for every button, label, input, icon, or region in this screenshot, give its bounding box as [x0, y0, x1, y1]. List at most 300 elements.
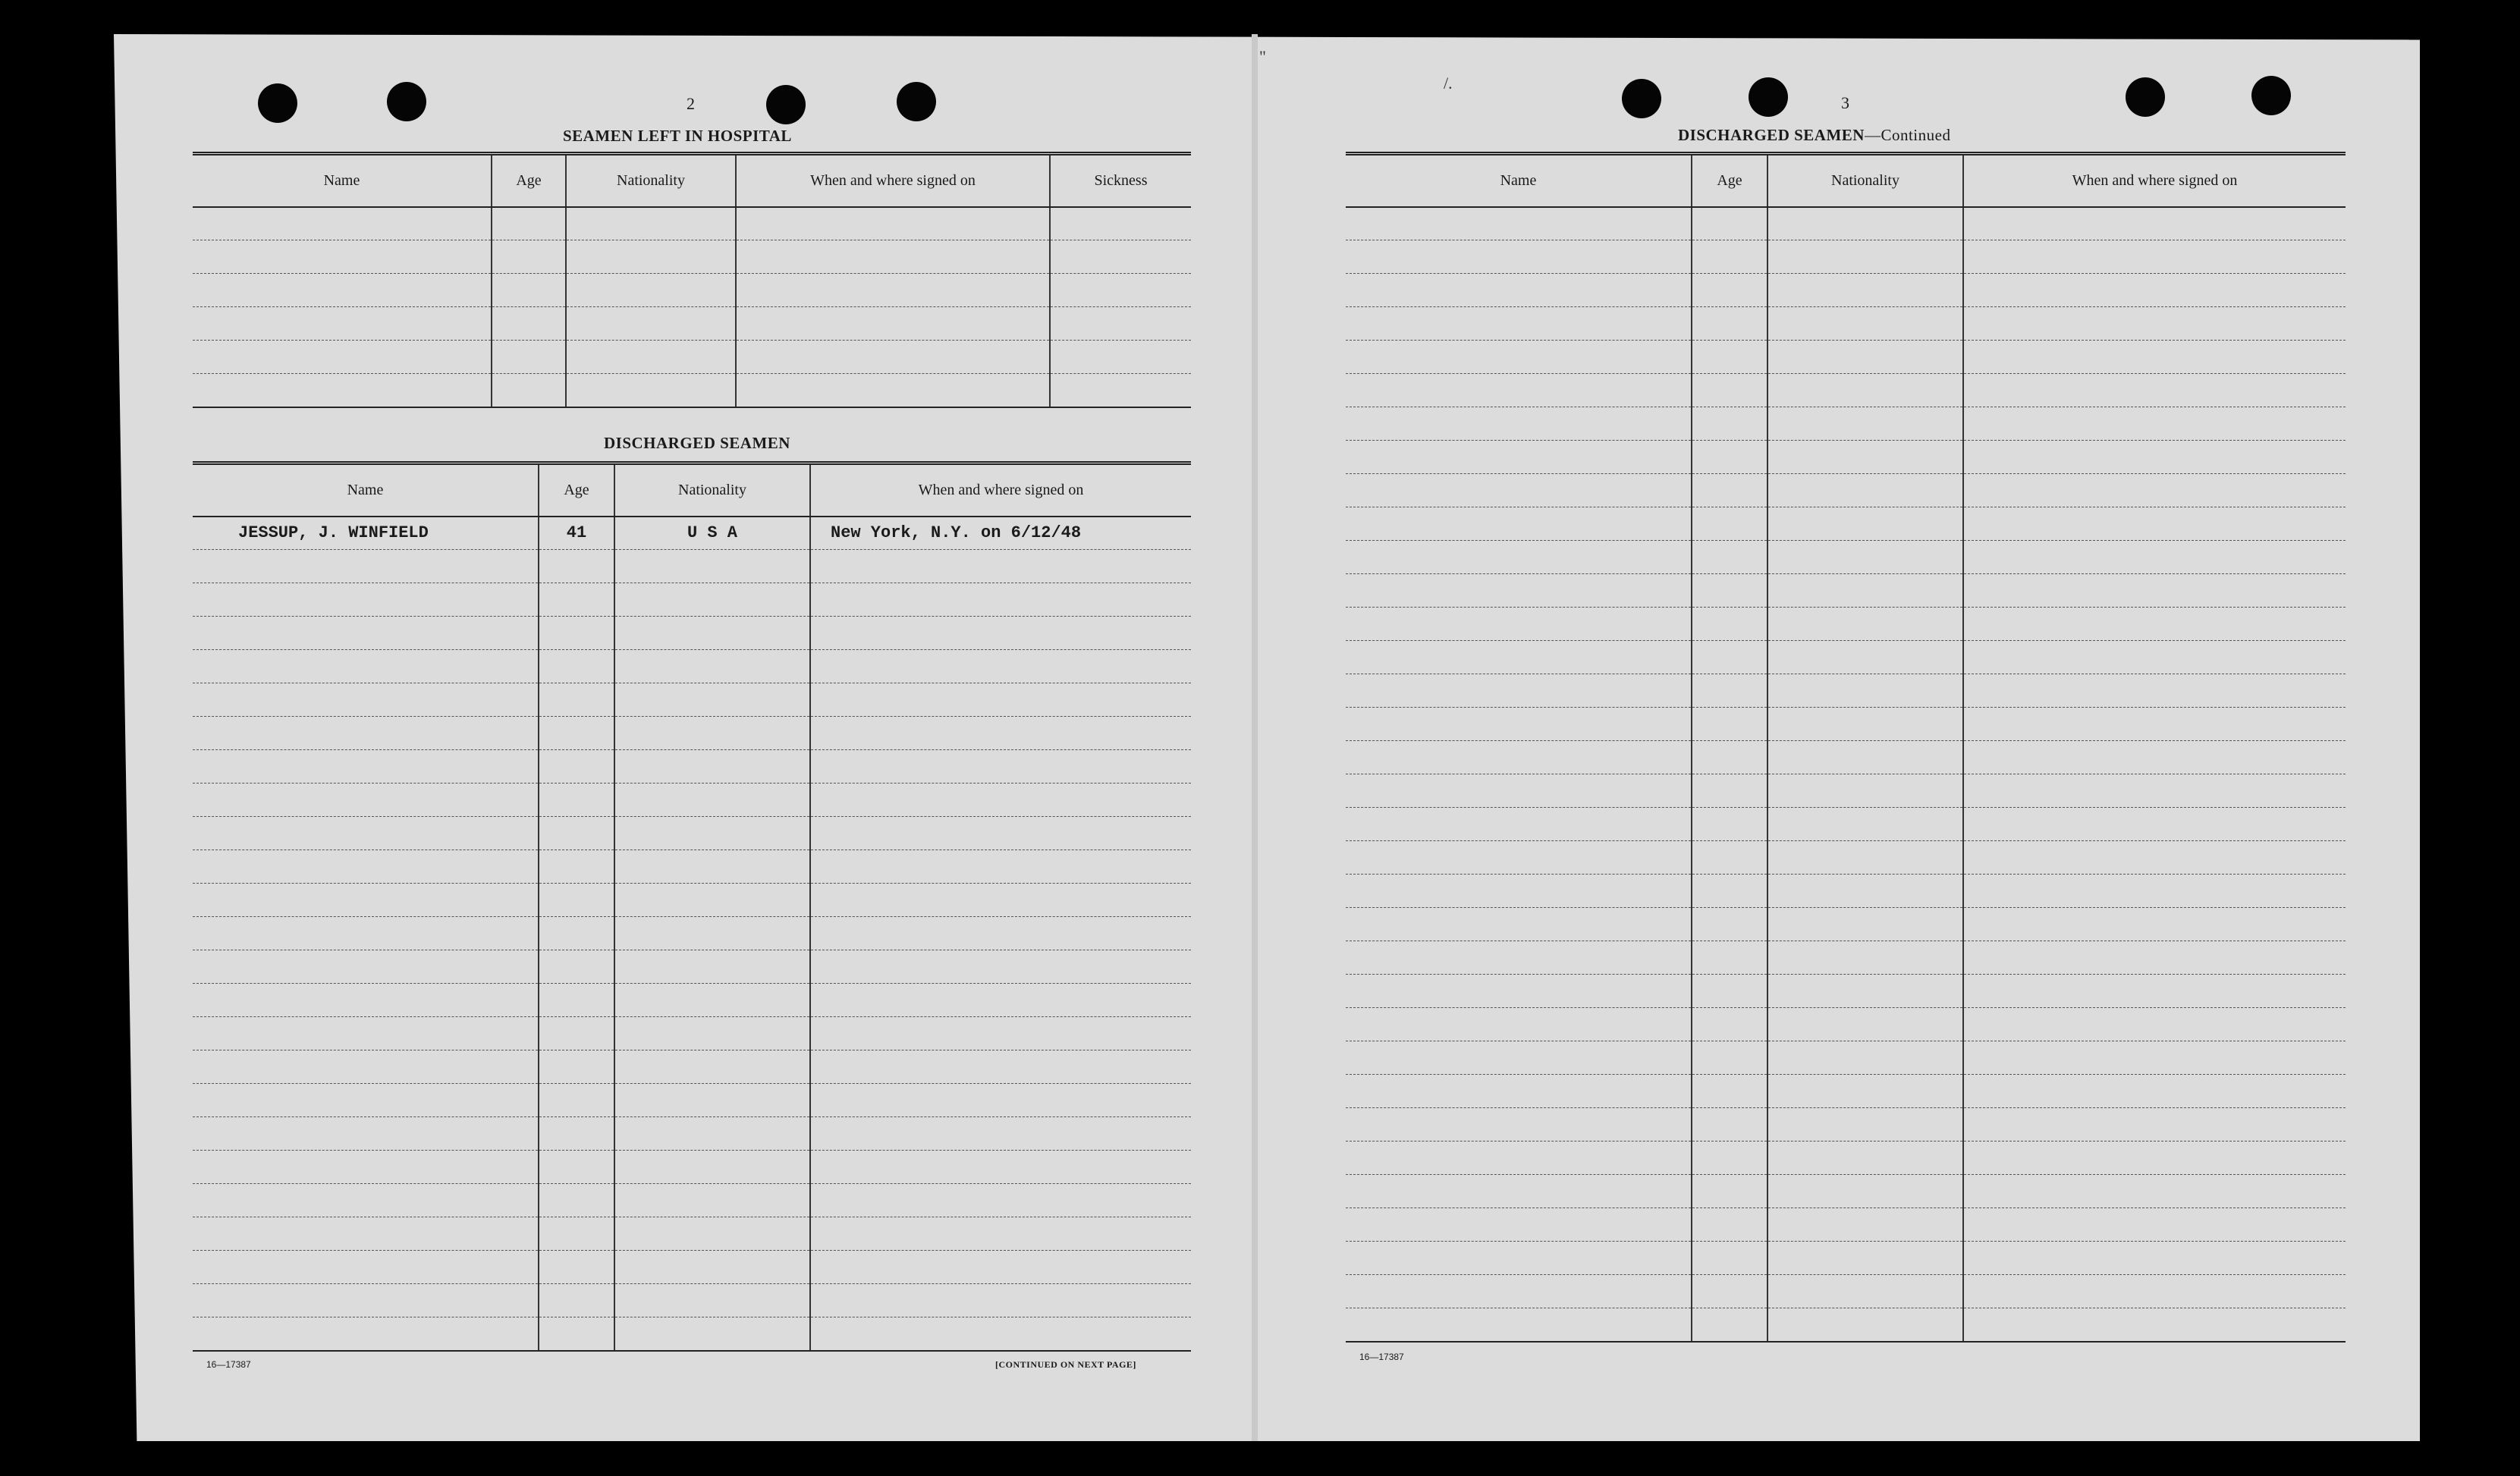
table-cell [810, 1084, 1191, 1117]
table-cell [1963, 1108, 2346, 1142]
table-cell [1050, 374, 1191, 407]
table-row [193, 1284, 1191, 1317]
table-cell [566, 374, 736, 407]
table-cell [193, 1184, 539, 1217]
table-cell [1346, 541, 1692, 574]
table-row [193, 1050, 1191, 1084]
table-row [1346, 841, 2346, 875]
table-cell [614, 717, 810, 750]
table-row [1346, 1175, 2346, 1208]
table-cell [1692, 207, 1767, 240]
table-cell [1050, 207, 1191, 240]
table-cell [1050, 240, 1191, 274]
table-cell [736, 207, 1050, 240]
table-row [1346, 641, 2346, 674]
table-row [193, 917, 1191, 950]
table-row [1346, 541, 2346, 574]
section-title-discharged: DISCHARGED SEAMEN [604, 434, 790, 452]
punch-hole [387, 82, 426, 121]
table-cell [1963, 774, 2346, 808]
table-cell [1767, 674, 1963, 708]
table-cell [614, 917, 810, 950]
table-cell [1963, 240, 2346, 274]
table-cell [1692, 674, 1767, 708]
table-cell [1346, 374, 1692, 407]
table-cell [614, 1317, 810, 1351]
table-cell [539, 1284, 614, 1317]
table-cell [1963, 1008, 2346, 1041]
table-cell [1346, 240, 1692, 274]
table-cell [1767, 1308, 1963, 1342]
table-cell [1767, 1008, 1963, 1041]
section-title-continued: —Continued [1864, 126, 1951, 144]
table-row [1346, 1075, 2346, 1108]
table-cell [810, 1117, 1191, 1151]
table-cell [1692, 274, 1767, 307]
table-cell [810, 717, 1191, 750]
table-row [193, 984, 1191, 1017]
table-cell [1692, 1008, 1767, 1041]
table-cell [193, 984, 539, 1017]
table-cell [1346, 908, 1692, 941]
table-cell [1767, 908, 1963, 941]
table-cell [539, 884, 614, 917]
table-cell [1963, 1075, 2346, 1108]
table-cell [1346, 1142, 1692, 1175]
table-cell [1767, 941, 1963, 975]
table-cell [539, 784, 614, 817]
table-cell [1346, 441, 1692, 474]
table-cell [193, 207, 492, 240]
table-cell [1963, 441, 2346, 474]
table-cell [539, 817, 614, 850]
table-cell: U S A [614, 517, 810, 550]
table-cell [193, 1317, 539, 1351]
table-cell [566, 207, 736, 240]
table-cell [566, 307, 736, 341]
table-cell [1963, 941, 2346, 975]
table-cell [614, 1251, 810, 1284]
table-cell [1346, 1041, 1692, 1075]
punch-hole [766, 85, 806, 124]
table-cell [810, 583, 1191, 617]
table-row [193, 517, 1191, 550]
table-cell [1767, 741, 1963, 774]
table-row [1346, 808, 2346, 841]
table-cell [539, 1017, 614, 1050]
table-cell [810, 750, 1191, 784]
table-cell [1346, 1075, 1692, 1108]
table-cell [614, 1117, 810, 1151]
table-cell [736, 274, 1050, 307]
table-cell [810, 617, 1191, 650]
table-cell [1346, 274, 1692, 307]
table-row [1346, 1142, 2346, 1175]
column-header-signed-on: When and where signed on [810, 463, 1191, 517]
table-cell [810, 1284, 1191, 1317]
table-cell [539, 1317, 614, 1351]
table-row [1346, 507, 2346, 541]
table-cell [539, 683, 614, 717]
table-cell [1346, 674, 1692, 708]
page-gutter [1252, 34, 1258, 1441]
table-row [1346, 941, 2346, 975]
table-cell [614, 750, 810, 784]
table-cell [614, 617, 810, 650]
stray-mark: " [1259, 47, 1266, 66]
table-cell [1346, 341, 1692, 374]
table-cell [1767, 1075, 1963, 1108]
table-cell [539, 984, 614, 1017]
table-cell [1963, 841, 2346, 875]
table-row [193, 274, 1191, 307]
table-cell [1767, 1208, 1963, 1242]
table-cell [1346, 207, 1692, 240]
table-row [193, 784, 1191, 817]
table-row [1346, 441, 2346, 474]
table-cell [1346, 1008, 1692, 1041]
table-cell [736, 374, 1050, 407]
table-cell [1692, 1075, 1767, 1108]
table-row [1346, 674, 2346, 708]
table-cell [1346, 774, 1692, 808]
table-row [1346, 474, 2346, 507]
table-cell [566, 341, 736, 374]
table-cell [1692, 641, 1767, 674]
table-row [1346, 1275, 2346, 1308]
table-cell [810, 550, 1191, 583]
punch-hole [1749, 77, 1788, 117]
punch-hole [2126, 77, 2165, 117]
table-row [1346, 1308, 2346, 1342]
table-cell [810, 884, 1191, 917]
table-cell [193, 650, 539, 683]
table-cell [1692, 574, 1767, 608]
table-cell [1692, 741, 1767, 774]
table-row [193, 374, 1191, 407]
column-header-age: Age [492, 154, 566, 207]
table-cell [1767, 841, 1963, 875]
table-row [1346, 374, 2346, 407]
punch-hole [258, 83, 297, 123]
table-cell [1767, 441, 1963, 474]
section-title-bold: DISCHARGED SEAMEN [1678, 126, 1865, 144]
discharged-continued-table [1346, 152, 2346, 1343]
table-cell [1963, 808, 2346, 841]
table-cell [614, 1084, 810, 1117]
table-cell [1692, 808, 1767, 841]
table-row [193, 341, 1191, 374]
table-cell [539, 1084, 614, 1117]
table-row [1346, 574, 2346, 608]
table-cell [1767, 341, 1963, 374]
table-cell [810, 984, 1191, 1017]
table-row [193, 1217, 1191, 1251]
table-cell [1346, 407, 1692, 441]
table-cell [614, 1050, 810, 1084]
table-cell [1692, 407, 1767, 441]
table-cell [193, 1217, 539, 1251]
table-cell [1767, 541, 1963, 574]
table-cell [492, 274, 566, 307]
table-cell [1963, 608, 2346, 641]
table-cell [614, 817, 810, 850]
table-cell [539, 650, 614, 683]
table-cell [1692, 240, 1767, 274]
table-row [193, 1251, 1191, 1284]
table-cell [1692, 1208, 1767, 1242]
table-row [193, 817, 1191, 850]
table-cell [1050, 307, 1191, 341]
column-header-signed-on: When and where signed on [1963, 154, 2346, 207]
column-header-nationality: Nationality [614, 463, 810, 517]
table-cell [539, 750, 614, 784]
table-cell [810, 850, 1191, 884]
table-row [193, 717, 1191, 750]
table-cell [1963, 574, 2346, 608]
table-cell [1692, 441, 1767, 474]
table-row [1346, 608, 2346, 641]
table-cell [193, 341, 492, 374]
table-cell [492, 207, 566, 240]
punch-hole [2251, 76, 2291, 115]
table-cell [193, 374, 492, 407]
table-cell [1346, 507, 1692, 541]
table-cell [539, 850, 614, 884]
table-row [193, 750, 1191, 784]
table-cell [1767, 975, 1963, 1008]
table-cell [1963, 307, 2346, 341]
table-row [193, 1184, 1191, 1217]
table-cell [1346, 608, 1692, 641]
table-cell [539, 1184, 614, 1217]
table-cell [193, 1117, 539, 1151]
table-cell [810, 784, 1191, 817]
table-cell [1767, 1242, 1963, 1275]
table-cell [1692, 1142, 1767, 1175]
table-cell [1692, 1175, 1767, 1208]
table-cell [1050, 274, 1191, 307]
table-row [1346, 1208, 2346, 1242]
table-cell [1346, 1275, 1692, 1308]
table-cell [1346, 941, 1692, 975]
table-row [1346, 274, 2346, 307]
table-cell [614, 984, 810, 1017]
table-cell [1767, 407, 1963, 441]
table-cell [193, 683, 539, 717]
table-cell [492, 307, 566, 341]
table-cell [1767, 474, 1963, 507]
table-cell [193, 1151, 539, 1184]
column-header-nationality: Nationality [566, 154, 736, 207]
table-cell [1767, 507, 1963, 541]
table-cell [810, 1151, 1191, 1184]
table-cell [810, 817, 1191, 850]
table-cell [736, 307, 1050, 341]
table-cell [539, 717, 614, 750]
table-cell [193, 950, 539, 984]
table-cell [614, 650, 810, 683]
table-cell [539, 583, 614, 617]
table-cell [1767, 1142, 1963, 1175]
table-cell [614, 950, 810, 984]
table-cell [1346, 1242, 1692, 1275]
table-row [1346, 774, 2346, 808]
table-cell [1767, 207, 1963, 240]
table-cell [1767, 774, 1963, 808]
column-header-age: Age [1692, 154, 1767, 207]
discharged-table [193, 461, 1191, 1352]
table-row [1346, 1041, 2346, 1075]
table-cell [1346, 1108, 1692, 1142]
table-cell [492, 240, 566, 274]
table-cell [1767, 608, 1963, 641]
table-row [193, 884, 1191, 917]
table-row [193, 550, 1191, 583]
table-cell [1963, 908, 2346, 941]
table-row [1346, 908, 2346, 941]
table-cell [1963, 374, 2346, 407]
table-cell [1963, 1208, 2346, 1242]
table-cell [1767, 708, 1963, 741]
table-cell [614, 683, 810, 717]
table-cell [614, 1217, 810, 1251]
table-cell [1767, 374, 1963, 407]
table-cell [1692, 975, 1767, 1008]
table-cell [193, 1017, 539, 1050]
table-cell [810, 1217, 1191, 1251]
table-cell [1692, 341, 1767, 374]
table-cell [1963, 674, 2346, 708]
table-row [1346, 307, 2346, 341]
table-cell [614, 1151, 810, 1184]
table-row [193, 617, 1191, 650]
table-cell [1692, 774, 1767, 808]
table-cell [193, 550, 539, 583]
table-cell [736, 341, 1050, 374]
column-header-name: Name [193, 154, 492, 207]
table-cell [1346, 808, 1692, 841]
continued-note: [CONTINUED ON NEXT PAGE] [995, 1359, 1136, 1370]
table-cell [193, 617, 539, 650]
column-header-sickness: Sickness [1050, 154, 1191, 207]
table-cell [539, 617, 614, 650]
table-cell [1963, 1041, 2346, 1075]
table-row [193, 240, 1191, 274]
table-cell [1346, 975, 1692, 1008]
table-cell [539, 550, 614, 583]
table-row [193, 1017, 1191, 1050]
table-cell [492, 374, 566, 407]
table-cell [614, 583, 810, 617]
table-cell [810, 1050, 1191, 1084]
table-cell [1346, 307, 1692, 341]
column-header-name: Name [193, 463, 539, 517]
table-cell [614, 1184, 810, 1217]
table-cell [539, 1117, 614, 1151]
table-cell [539, 1151, 614, 1184]
table-cell [1767, 641, 1963, 674]
table-cell [1963, 507, 2346, 541]
table-cell [810, 650, 1191, 683]
table-cell [1692, 608, 1767, 641]
table-cell [1692, 1108, 1767, 1142]
table-row [193, 683, 1191, 717]
table-row [193, 950, 1191, 984]
table-row [193, 1084, 1191, 1117]
table-cell [1692, 1242, 1767, 1275]
table-row [193, 1117, 1191, 1151]
table-row [1346, 1242, 2346, 1275]
table-cell [193, 1251, 539, 1284]
table-cell [193, 817, 539, 850]
table-cell [1692, 1308, 1767, 1342]
table-row [1346, 407, 2346, 441]
table-cell [1767, 240, 1963, 274]
table-row [1346, 741, 2346, 774]
table-cell [1692, 708, 1767, 741]
table-cell [492, 341, 566, 374]
page-number: 3 [1841, 93, 1849, 112]
table-cell [1963, 875, 2346, 908]
column-header-signed-on: When and where signed on [736, 154, 1050, 207]
table-row [193, 583, 1191, 617]
table-cell [566, 274, 736, 307]
table-cell [1346, 1308, 1692, 1342]
table-cell [1963, 407, 2346, 441]
table-cell [1767, 307, 1963, 341]
table-row [193, 650, 1191, 683]
column-header-age: Age [539, 463, 614, 517]
table-row [1346, 207, 2346, 240]
table-cell [1963, 207, 2346, 240]
table-row [1346, 1008, 2346, 1041]
table-cell [1963, 1175, 2346, 1208]
table-cell [1346, 741, 1692, 774]
table-cell [539, 917, 614, 950]
table-row [193, 1151, 1191, 1184]
table-cell [810, 1184, 1191, 1217]
table-cell [1346, 875, 1692, 908]
table-cell [1692, 1041, 1767, 1075]
table-cell [1692, 1275, 1767, 1308]
table-cell [810, 1317, 1191, 1351]
table-cell [1767, 1175, 1963, 1208]
table-cell [193, 240, 492, 274]
table-cell [193, 307, 492, 341]
form-number: 16—17387 [1359, 1352, 1404, 1362]
table-cell [1963, 1242, 2346, 1275]
table-cell [1346, 1175, 1692, 1208]
table-cell [1767, 574, 1963, 608]
table-cell [1963, 975, 2346, 1008]
table-cell [1346, 708, 1692, 741]
table-cell: New York, N.Y. on 6/12/48 [810, 517, 1191, 550]
table-cell [614, 550, 810, 583]
table-cell [810, 1017, 1191, 1050]
table-row [193, 307, 1191, 341]
table-cell [614, 1017, 810, 1050]
table-cell [566, 240, 736, 274]
table-cell [810, 1251, 1191, 1284]
table-cell [1963, 641, 2346, 674]
table-cell [1963, 1275, 2346, 1308]
table-row [1346, 240, 2346, 274]
table-cell [614, 784, 810, 817]
table-cell [1692, 541, 1767, 574]
table-cell [1692, 875, 1767, 908]
table-cell [193, 583, 539, 617]
